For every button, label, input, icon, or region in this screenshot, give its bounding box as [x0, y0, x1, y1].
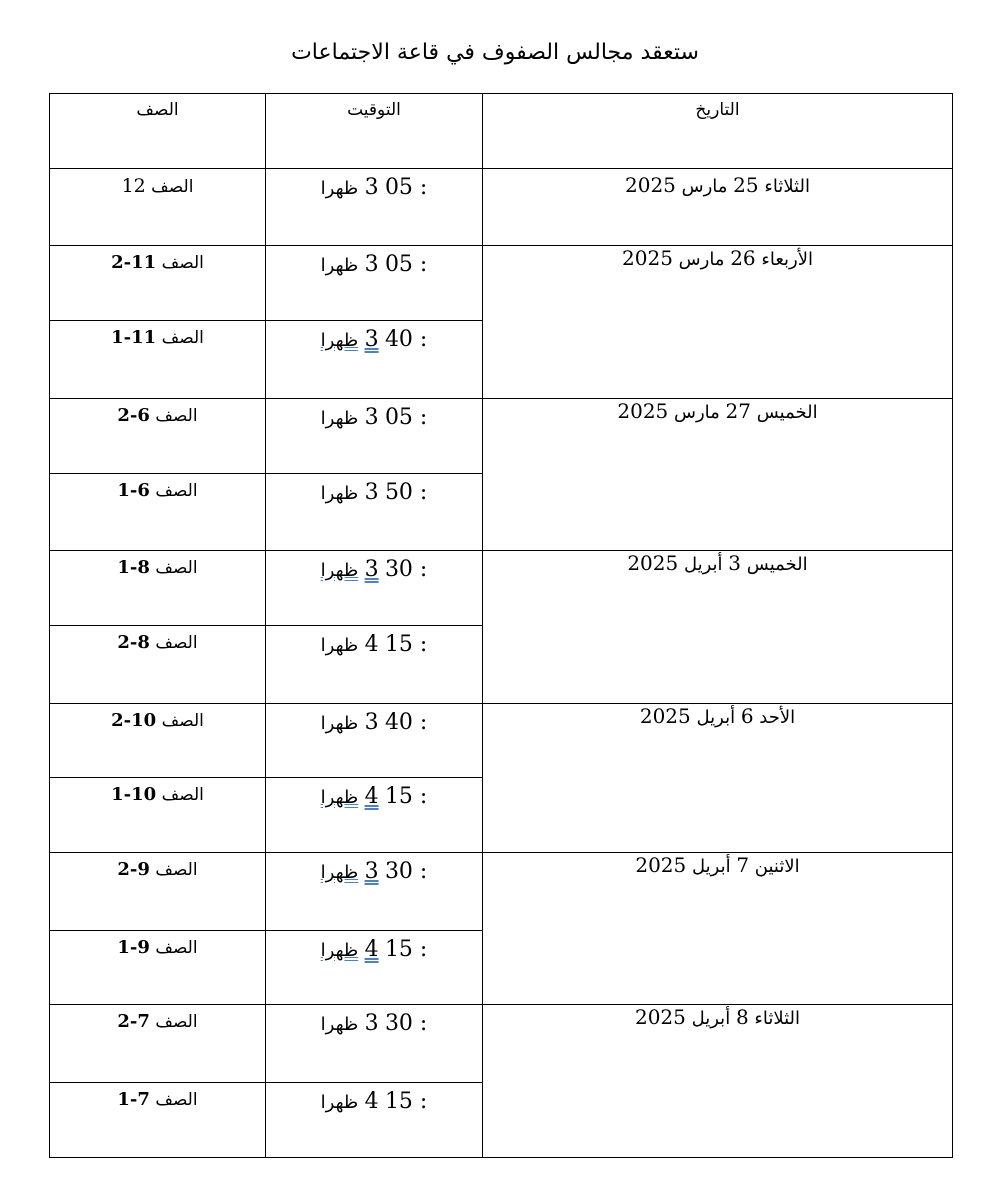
- class-number: 10-1: [111, 784, 157, 805]
- time-hour: 3: [364, 480, 379, 505]
- date-year: 2025: [625, 173, 676, 197]
- time-hour: 3: [364, 252, 379, 277]
- time-minute: 05 :: [384, 175, 428, 200]
- time-hour: 3: [364, 327, 379, 352]
- time-minute: 15 :: [384, 937, 428, 962]
- date-day-number: 27: [725, 399, 751, 423]
- date-cell: [483, 1005, 953, 1158]
- time-hour: 4: [364, 632, 379, 657]
- time-minute: 40 :: [384, 327, 428, 352]
- class-label: الصف: [155, 1090, 198, 1110]
- time-cell: [266, 778, 483, 853]
- class-cell: [50, 551, 266, 626]
- header-date: التاريخ: [483, 94, 953, 169]
- table-row: [50, 399, 953, 474]
- table-row: [50, 1005, 953, 1083]
- class-label: الصف: [161, 328, 204, 348]
- time-period: ظهرا: [320, 255, 359, 276]
- time-cell: [266, 321, 483, 399]
- time-minute: 05 :: [384, 252, 428, 277]
- time-cell: [266, 704, 483, 778]
- class-cell: [50, 704, 266, 778]
- date-month: مارس: [678, 249, 725, 270]
- time-period: ظهرا: [320, 1092, 359, 1113]
- class-number: 11-2: [111, 252, 157, 273]
- time-hour: 4: [364, 937, 379, 962]
- time-period: ظهرا: [320, 862, 359, 883]
- time-minute: 05 :: [384, 405, 428, 430]
- class-label: الصف: [155, 481, 198, 501]
- time-hour: 3: [364, 557, 379, 582]
- header-class: الصف: [50, 94, 266, 169]
- time-cell: [266, 1083, 483, 1158]
- date-year: 2025: [635, 853, 687, 877]
- time-hour: 3: [364, 175, 379, 200]
- header-row: [50, 94, 953, 169]
- date-day-number: 25: [733, 173, 759, 197]
- time-minute: 30 :: [384, 557, 428, 582]
- time-minute: 40 :: [384, 710, 428, 735]
- date-month: أبريل: [696, 707, 736, 728]
- class-number: 12: [121, 175, 146, 197]
- class-cell: [50, 321, 266, 399]
- class-number: 6-1: [117, 480, 150, 501]
- date-year: 2025: [617, 399, 669, 423]
- time-minute: 30 :: [384, 1011, 428, 1036]
- time-minute: 15 :: [384, 1089, 428, 1114]
- time-cell: [266, 853, 483, 931]
- header-time: التوقيت: [266, 94, 483, 169]
- time-period: ظهرا: [320, 560, 359, 581]
- class-number: 9-1: [117, 937, 150, 958]
- date-cell: [483, 704, 953, 853]
- class-label: الصف: [155, 938, 198, 958]
- class-label: الصف: [155, 860, 198, 880]
- class-cell: [50, 246, 266, 321]
- date-month: مارس: [681, 176, 728, 197]
- table-row: [50, 853, 953, 931]
- class-cell: [50, 1083, 266, 1158]
- time-hour: 3: [364, 859, 379, 884]
- date-day: الخميس: [756, 402, 818, 423]
- date-month: أبريل: [691, 1008, 731, 1029]
- date-day-number: 8: [735, 1005, 749, 1029]
- time-cell: [266, 1005, 483, 1083]
- class-cell: [50, 853, 266, 931]
- table-row: [50, 551, 953, 626]
- date-day-number: 26: [730, 246, 756, 270]
- page-title: ستعقد مجالس الصفوف في قاعة الاجتماعات: [291, 40, 699, 65]
- time-hour: 4: [364, 784, 379, 809]
- schedule-table: [49, 93, 953, 1158]
- class-cell: [50, 626, 266, 704]
- time-minute: 15 :: [384, 632, 428, 657]
- date-cell: [483, 853, 953, 1005]
- table-row: [50, 169, 953, 246]
- date-day-number: 7: [736, 853, 750, 877]
- time-period: ظهرا: [320, 940, 359, 961]
- date-cell: [483, 169, 953, 246]
- date-day: الاثنين: [754, 856, 800, 877]
- date-year: 2025: [622, 246, 673, 270]
- class-number: 7-2: [117, 1011, 150, 1032]
- class-number: 9-2: [117, 859, 150, 880]
- class-label: الصف: [161, 785, 204, 805]
- date-day: الثلاثاء: [754, 1008, 801, 1029]
- table-row: [50, 246, 953, 321]
- date-year: 2025: [634, 1005, 686, 1029]
- time-cell: [266, 169, 483, 246]
- time-minute: 30 :: [384, 859, 428, 884]
- time-cell: [266, 626, 483, 704]
- class-number: 8-1: [117, 557, 150, 578]
- time-cell: [266, 399, 483, 474]
- time-cell: [266, 474, 483, 551]
- date-cell: [483, 399, 953, 551]
- date-cell: [483, 551, 953, 704]
- time-cell: [266, 246, 483, 321]
- time-period: ظهرا: [320, 178, 359, 199]
- class-number: 8-2: [117, 632, 150, 653]
- class-label: الصف: [155, 1012, 198, 1032]
- class-label: الصف: [161, 711, 204, 731]
- time-period: ظهرا: [320, 635, 359, 656]
- date-month: مارس: [674, 402, 720, 423]
- time-hour: 3: [364, 405, 379, 430]
- time-minute: 50 :: [384, 480, 428, 505]
- class-cell: [50, 474, 266, 551]
- class-label: الصف: [161, 253, 204, 273]
- class-cell: [50, 778, 266, 853]
- date-day: الثلاثاء: [764, 176, 810, 197]
- date-day-number: 6: [740, 704, 754, 728]
- date-day: الأربعاء: [761, 249, 813, 270]
- table-row: [50, 704, 953, 778]
- date-month: أبريل: [683, 554, 723, 575]
- class-cell: [50, 931, 266, 1005]
- date-day: الأحد: [759, 707, 796, 728]
- date-day: الخميس: [746, 554, 808, 575]
- class-cell: [50, 1005, 266, 1083]
- date-cell: [483, 246, 953, 399]
- time-period: ظهرا: [320, 787, 359, 808]
- class-number: 7-1: [117, 1089, 150, 1110]
- class-number: 6-2: [117, 405, 150, 426]
- time-period: ظهرا: [320, 483, 359, 504]
- time-period: ظهرا: [320, 330, 359, 351]
- time-period: ظهرا: [320, 1014, 359, 1035]
- date-year: 2025: [627, 551, 679, 575]
- date-day-number: 3: [728, 551, 742, 575]
- class-number: 10-2: [111, 710, 157, 731]
- date-month: أبريل: [692, 856, 731, 877]
- date-year: 2025: [639, 704, 691, 728]
- time-minute: 15 :: [384, 784, 428, 809]
- time-hour: 3: [364, 1011, 379, 1036]
- time-hour: 4: [364, 1089, 379, 1114]
- class-label: الصف: [155, 558, 198, 578]
- time-cell: [266, 551, 483, 626]
- time-hour: 3: [364, 710, 379, 735]
- class-label: الصف: [155, 633, 198, 653]
- class-cell: [50, 399, 266, 474]
- class-label: الصف: [151, 177, 194, 197]
- class-number: 11-1: [111, 327, 157, 348]
- time-period: ظهرا: [320, 408, 359, 429]
- class-label: الصف: [155, 406, 198, 426]
- time-period: ظهرا: [320, 713, 359, 734]
- class-cell: [50, 169, 266, 246]
- time-cell: [266, 931, 483, 1005]
